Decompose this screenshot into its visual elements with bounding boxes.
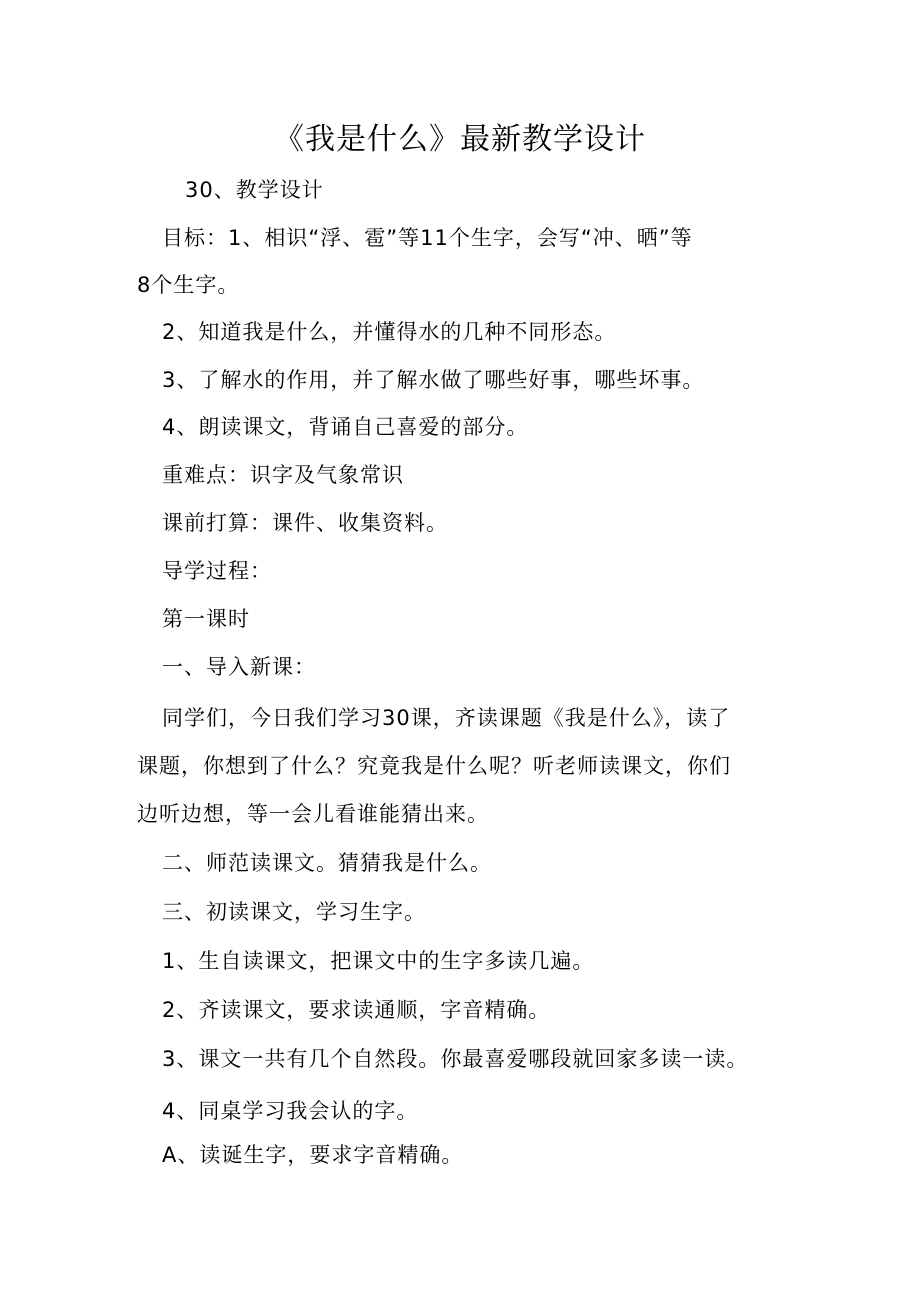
paragraph-line: 边听边想，等一会儿看谁能猜出来。 — [137, 802, 489, 826]
paragraph-line: 重难点：识字及气象常识 — [162, 463, 404, 487]
paragraph-line: 1、生自读课文，把课文中的生字多读几遍。 — [162, 949, 595, 973]
paragraph-line: 导学过程： — [162, 559, 272, 583]
paragraph-line: 8个生字。 — [137, 273, 240, 297]
paragraph-line: 目标：1、相识“浮、雹”等11个生字，会写“冲、晒”等 — [162, 226, 693, 250]
paragraph-line: 4、朗读课文，背诵自己喜爱的部分。 — [162, 415, 529, 439]
paragraph-line: 课题，你想到了什么？究竟我是什么呢？听老师读课文，你们 — [137, 754, 731, 778]
document-title: 《我是什么》最新教学设计 — [274, 122, 646, 157]
paragraph-line: 同学们，今日我们学习30课，齐读课题《我是什么》，读了 — [162, 706, 731, 730]
paragraph-line: 三、初读课文，学习生字。 — [162, 900, 426, 924]
paragraph-line: 4、同桌学习我会认的字。 — [162, 1099, 419, 1123]
paragraph-line: 2、齐读课文，要求读通顺，字音精确。 — [162, 998, 551, 1022]
paragraph-line: 课前打算：课件、收集资料。 — [162, 511, 448, 535]
paragraph-line: 第一课时 — [162, 607, 250, 631]
paragraph-line: 3、了解水的作用，并了解水做了哪些好事，哪些坏事。 — [162, 368, 705, 392]
paragraph-line: 3、课文一共有几个自然段。你最喜爱哪段就回家多读一读。 — [162, 1047, 749, 1071]
paragraph-line: A、读诞生字，要求字音精确。 — [162, 1143, 464, 1167]
paragraph-line: 2、知道我是什么，并懂得水的几种不同形态。 — [162, 320, 617, 344]
section-heading: 30、教学设计 — [185, 178, 324, 202]
paragraph-line: 一、导入新课： — [162, 655, 316, 679]
paragraph-line: 二、师范读课文。猜猜我是什么。 — [162, 851, 492, 875]
